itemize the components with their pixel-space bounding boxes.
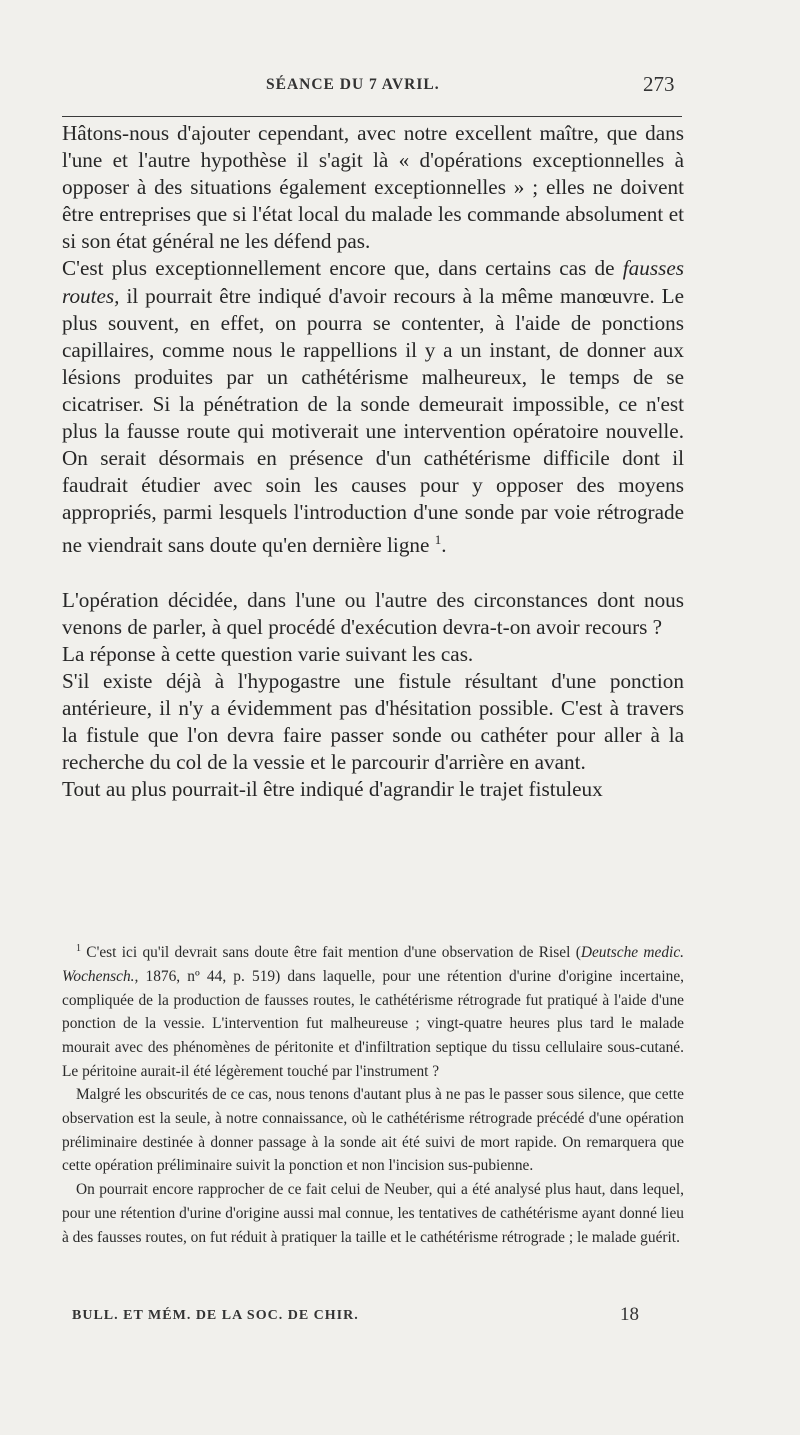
paragraph-2-text-start: C'est plus exceptionnellement encore que, dans certains cas de bbox=[62, 256, 623, 281]
footnote-3 bbox=[62, 1178, 684, 1249]
paragraph-3-text: L'opération décidée, dans l'une ou l'autre des circonstances dont nous venons de parler, à quel procédé d'exécution devra-t-on avoir recours ? bbox=[62, 587, 684, 639]
italic-fausses-routes: fausses routes, bbox=[62, 256, 684, 308]
paragraph-2-end: . bbox=[441, 533, 447, 558]
main-text bbox=[62, 120, 684, 803]
footnote-3-text: On pourrait encore rapprocher de ce fait celui de Neuber, qui a été analysé plus haut, dans lequel, pour une rétention d'urine d'origine aussi mal connue, les tentatives de cathétérisme ayant donné lieu à des fausses routes, on fut réduit à pratiquer la taille et le cathétérisme rétrograde ; le malade guérit. bbox=[62, 1181, 684, 1246]
paragraph-4 bbox=[62, 641, 684, 668]
page-header bbox=[0, 70, 800, 100]
footnote-1-italic: Deutsche medic. Wochensch., bbox=[62, 944, 684, 985]
paragraph-6-text: Tout au plus pourrait-il être indiqué d'agrandir le trajet fistuleux bbox=[62, 777, 603, 802]
footnote-mark-1: 1 bbox=[76, 943, 81, 954]
footnote-1 bbox=[62, 937, 684, 1083]
journal-name: BULL. ET MÉM. DE LA SOC. DE CHIR. bbox=[72, 1308, 359, 1323]
paragraph-gap bbox=[62, 560, 684, 587]
paragraph-5 bbox=[62, 668, 684, 776]
footnote-1-text-start: C'est ici qu'il devrait sans doute être fait mention d'une observation de Risel ( bbox=[81, 944, 581, 962]
running-title: SÉANCE DU 7 AVRIL. bbox=[266, 76, 440, 93]
paragraph-1-text: Hâtons-nous d'ajouter cependant, avec notre excellent maître, que dans l'une et l'autre hypothèse il s'agit là « d'opérations exceptionnelles à opposer à des situations également exceptionnelles » ; elles ne doivent être entreprises que si l'état local du malade les commande absolument et si son état général ne les défend pas. bbox=[62, 121, 684, 254]
paragraph-1 bbox=[62, 120, 684, 255]
footnote-2 bbox=[62, 1083, 684, 1178]
footnote-ref-1: 1 bbox=[434, 532, 442, 548]
paragraph-2-text: il pourrait être indiqué d'avoir recours à la même manœuvre. Le plus souvent, en effet, on pourra se contenter, à l'aide de ponctions capillaires, comme nous le rappellions il y a un instant, de donner aux lésions produites par un cathétérisme malheureux, le temps de se cicatriser. Si la pénétration de la sonde demeurait impossible, ce n'est plus la fausse route qui motiverait une intervention opératoire nouvelle. On serait désormais en présence d'un cathétérisme difficile dont il faudrait étudier avec soin les causes pour y opposer des moyens appropriés, parmi lesquels l'introduction d'une sonde par voie rétrograde ne viendrait sans doute qu'en dernière ligne bbox=[62, 283, 684, 558]
paragraph-5-text: S'il existe déjà à l'hypogastre une fistule résultant d'une ponction antérieure, il n'y a évidemment pas d'hésitation possible. C'est à travers la fistule que l'on devra faire passer sonde ou cathéter pour aller à la recherche du col de la vessie et le parcourir d'arrière en avant. bbox=[62, 668, 684, 775]
page-number: 273 bbox=[643, 72, 675, 96]
page-footer bbox=[0, 1304, 800, 1332]
header-rule bbox=[62, 116, 682, 117]
footnote-1-text: 1876, nº 44, p. 519) dans laquelle, pour une rétention d'urine d'origine incertaine, compliquée de la production de fausses routes, le cathétérisme rétrograde fut pratiqué à l'aide d'une ponction de la vessie. L'intervention fut malheureuse ; vingt-quatre heures plus tard le malade mourait avec des phénomènes de péritonite et d'infiltration septique du tissu cellulaire sous-cutané. Le péritoine aurait-il été légèrement touché par l'instrument ? bbox=[62, 967, 684, 1080]
paragraph-2 bbox=[62, 255, 684, 559]
paragraph-4-text: La réponse à cette question varie suivant les cas. bbox=[62, 641, 474, 666]
paragraph-6 bbox=[62, 776, 684, 803]
paragraph-3 bbox=[62, 587, 684, 641]
footnote-2-text: Malgré les obscurités de ce cas, nous tenons d'autant plus à ne pas le passer sous silence, que cette observation est la seule, à notre connaissance, où le cathétérisme rétrograde précédé d'une opération préliminaire destinée à donner passage à la sonde ait été suivi de mort rapide. On remarquera que cette opération préliminaire suivit la ponction et non l'incision sus-pubienne. bbox=[62, 1086, 684, 1175]
footnotes bbox=[62, 937, 684, 1249]
signature-mark: 18 bbox=[620, 1304, 639, 1325]
